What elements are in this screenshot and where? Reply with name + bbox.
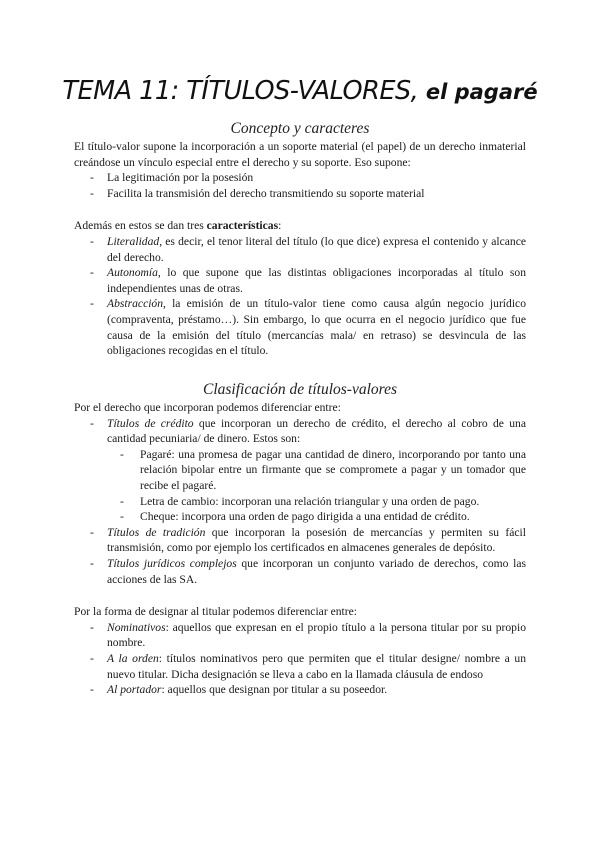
term-al-portador: Al portador <box>107 683 162 697</box>
list-por-derecho <box>74 416 526 588</box>
list-item: - Facilita la transmisión del derecho transmitiendo su soporte material <box>74 186 526 202</box>
section-heading-clasificacion: Clasificación de títulos-valores <box>202 381 397 398</box>
list-characteristics <box>74 234 526 359</box>
list-item: - Letra de cambio: incorporan una relación triangular y una orden de pago. <box>107 494 526 510</box>
list-item <box>74 651 526 682</box>
page-title <box>0 76 600 106</box>
definition-text: : aquellos que expresan en el propio título a la persona titular por su propio nombre. <box>107 620 526 650</box>
list-supone <box>74 170 526 201</box>
text-fragment: Además en estos se dan tres <box>74 219 207 233</box>
list-por-titular <box>74 620 526 698</box>
paragraph-caracteristicas <box>74 218 526 234</box>
term-nominativos: Nominativos <box>107 620 166 634</box>
list-item <box>74 556 526 587</box>
term-titulos-credito: Títulos de crédito <box>107 416 194 430</box>
definition-text: que incorporan un derecho de crédito, el derecho al cobro de una cantidad pecuniaria/ de dinero. Estos son: <box>107 416 526 446</box>
paragraph-intro: El título-valor supone la incorporación a un soporte material (el papel) de un derecho inmaterial creándose un vínculo especial entre el derecho y su soporte. Eso supone: <box>74 140 526 169</box>
term-titulos-complejos: Títulos jurídicos complejos <box>107 556 237 570</box>
definition-text: , es decir, el tenor literal del título (lo que dice) expresa el contenido y alcance del derecho. <box>107 234 526 264</box>
paragraph-derecho: Por el derecho que incorporan podemos diferenciar entre: <box>74 401 341 414</box>
definition-text: , la emisión de un título-valor tiene como causa algún negocio jurídico (compraventa, préstamo…). Sin embargo, lo que ocurra en el negocio jurídico que fue causa de la emisión del título (mercancías mala/ en retraso) se desvincula de las obligaciones recogidas en el título. <box>107 297 526 358</box>
term-a-la-orden: A la orden <box>107 651 159 665</box>
term-literalidad: Literalidad <box>107 234 160 248</box>
section-clasificacion-body <box>74 400 526 698</box>
title-main: TEMA 11: TÍTULOS-VALORES, <box>62 76 419 106</box>
section-heading-concepto: Concepto y caracteres <box>230 120 370 137</box>
term-abstraccion: Abstracción <box>107 297 164 311</box>
list-item: - Cheque: incorpora una orden de pago dirigida a una entidad de crédito. <box>107 509 526 525</box>
term-titulos-tradicion: Títulos de tradición <box>107 525 206 539</box>
definition-text: : aquellos que designan por titular a su poseedor. <box>161 683 388 697</box>
definition-text: , lo que supone que las distintas obligaciones incorporadas al título son independientes unas de otras. <box>107 266 526 295</box>
definition-text: : títulos nominativos pero que permiten que el titular designe/ nombre a un nuevo titular. Dicha designación se lleva a cabo en la llamada cláusula de endoso <box>107 651 527 681</box>
section-concepto-body <box>74 139 526 359</box>
list-item <box>74 265 526 296</box>
definition-text: que incorporan la posesión de mercancías y permiten su fácil transmisión, como por ejemplo los certificados en almacenes generales de depósito. <box>107 525 526 555</box>
list-item <box>74 525 526 556</box>
definition-text: que incorporan un conjunto variado de derechos, como las acciones de las SA. <box>107 556 526 586</box>
list-item <box>74 416 526 525</box>
term-autonomia: Autonomía <box>107 266 158 280</box>
list-item <box>74 682 526 698</box>
paragraph-titular: Por la forma de designar al titular podemos diferenciar entre: <box>74 605 357 619</box>
title-suffix: el pagaré <box>425 80 538 104</box>
bold-term: características <box>206 219 279 233</box>
list-item: - La legitimación por la posesión <box>74 170 526 186</box>
list-item <box>74 296 526 358</box>
list-credit-types <box>107 447 526 525</box>
list-item <box>74 620 526 651</box>
list-item: - Pagaré: una promesa de pagar una cantidad de dinero, incorporando por tanto una relación bipolar entre un firmante que se compromete a pagar y un tomador que recibe el pagaré. <box>107 447 526 494</box>
text-fragment: : <box>278 219 282 233</box>
list-item <box>74 234 526 265</box>
